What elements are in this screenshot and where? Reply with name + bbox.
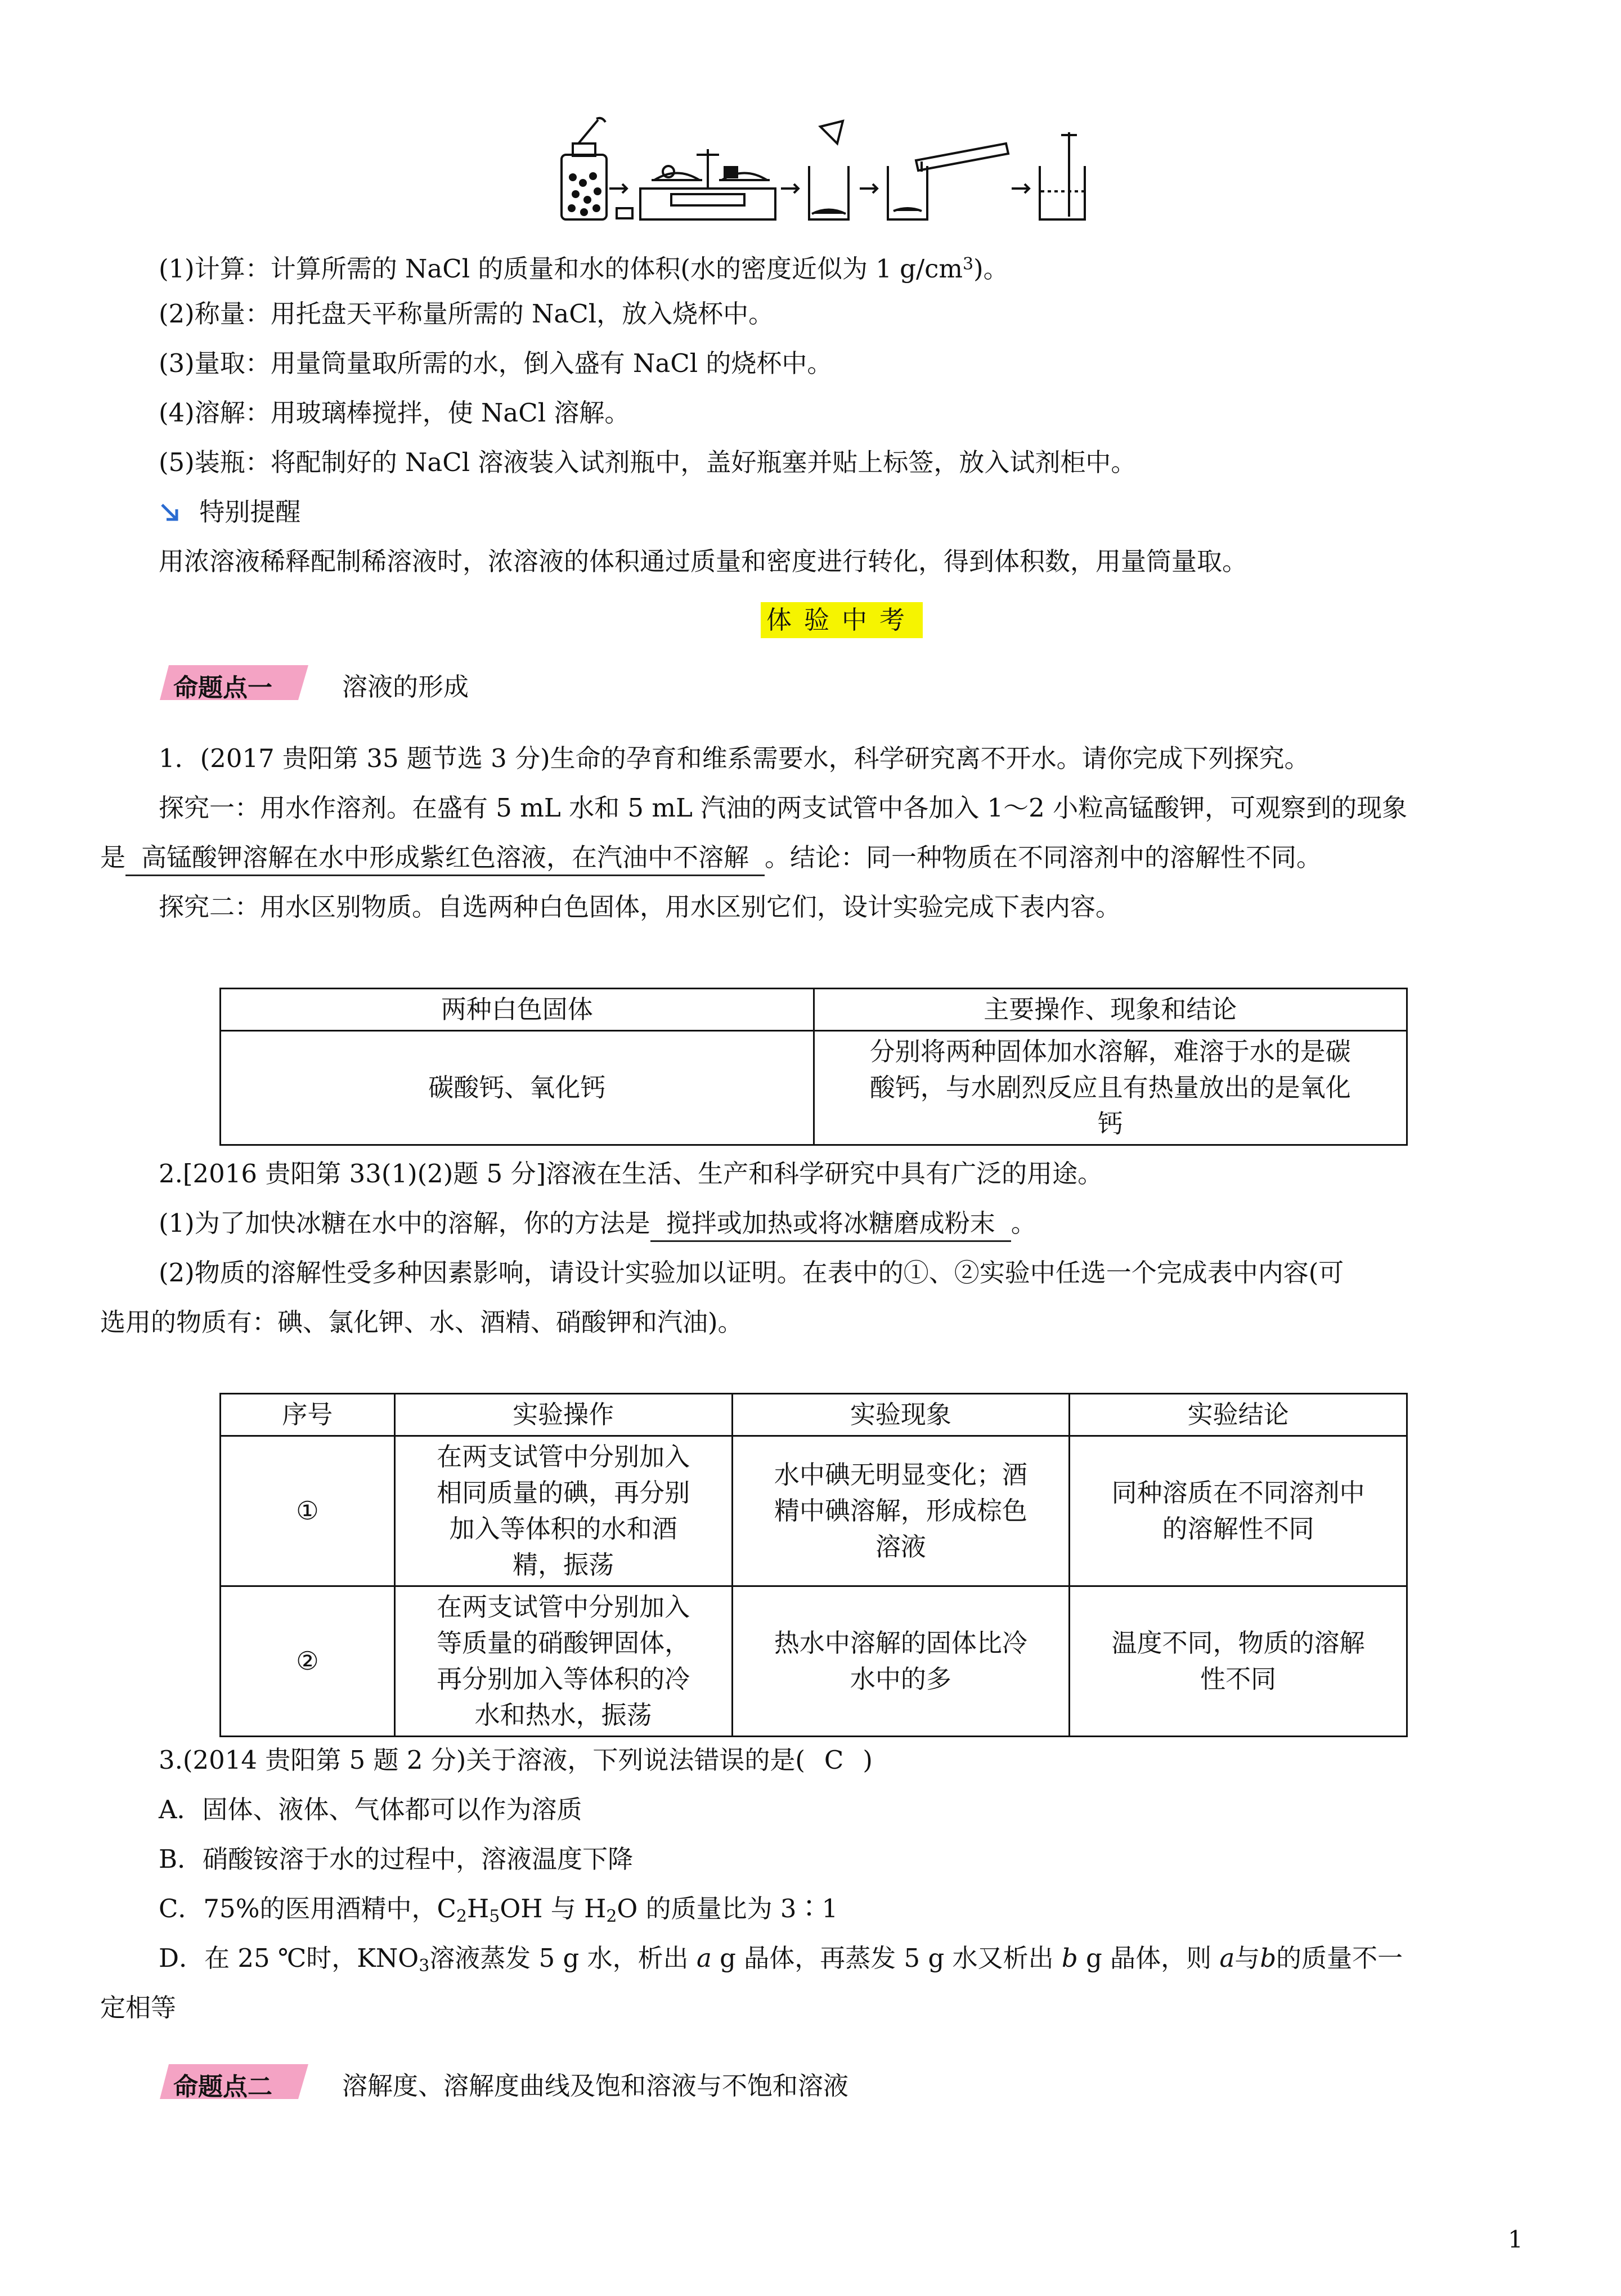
stirring-beaker-icon [1040, 132, 1085, 219]
q2-table-header-obs: 实验现象 [732, 1394, 1070, 1436]
beaker-with-solid-icon [809, 121, 848, 219]
topic-tag-2: 命题点二 [158, 2062, 311, 2101]
q2-answer: 搅拌或加热或将冰糖磨成粉末 [650, 1207, 1011, 1242]
q3-option-c: C．75%的医用酒精中，$C_2H_5OH$ 与 $H_2O$ 的质量比为 3∶1 [159, 1894, 838, 1926]
q1-table [219, 988, 1408, 1146]
apparatus-figure [556, 115, 1113, 228]
pouring-cylinder-icon [888, 144, 1008, 219]
q2-part2b: 选用的物质有：碘、氯化钾、水、酒精、硝酸钾和汽油)。 [100, 1307, 743, 1337]
q1-table-header-2: 主要操作、现象和结论 [814, 989, 1407, 1031]
q2-table-header-id: 序号 [221, 1394, 395, 1436]
step-4: (4)溶解：用玻璃棒搅拌，使 NaCl 溶解。 [159, 398, 630, 428]
step-2: (2)称量：用托盘天平称量所需的 NaCl，放入烧杯中。 [159, 299, 774, 329]
topic-tag-1: 命题点一 [158, 663, 311, 702]
q1-table-cell-solids: 碳酸钙、氧化钙 [221, 1031, 814, 1145]
q1-part2: 是 高锰酸钾溶解在水中形成紫红色溶液，在汽油中不溶解 。结论：同一种物质在不同溶剂中的溶解性不同。 [100, 841, 1322, 876]
q1-table-cell-result: 分别将两种固体加水溶解，难溶于水的是碳 酸钙，与水剧烈反应且有热量放出的是氧化 钙 [814, 1031, 1407, 1145]
reminder-heading: 特别提醒 [159, 495, 300, 529]
q2-part1: (1)为了加快冰糖在水中的溶解，你的方法是 搅拌或加热或将冰糖磨成粉末 。 [159, 1207, 1036, 1242]
q3-answer: C [824, 1745, 844, 1775]
topic-title-2: 溶解度、溶解度曲线及饱和溶液与不饱和溶液 [342, 2071, 849, 2101]
q1-head: 1．(2017 贵阳第 35 题节选 3 分)生命的孕育和维系需要水，科学研究离不开水。请你完成下列探究。 [159, 743, 1310, 773]
topic-title-1: 溶液的形成 [342, 672, 469, 702]
page-number: 1 [1508, 2226, 1523, 2253]
table-row: ② 在两支试管中分别加入 等质量的硝酸钾固体， 再分别加入等体积的冷 水和热水，振荡 热水中溶解的固体比冷 水中的多 温度不同，物质的溶解 性不同 [221, 1586, 1407, 1737]
step-5: (5)装瓶：将配制好的 NaCl 溶液装入试剂瓶中，盖好瓶塞并贴上标签，放入试剂柜中。 [159, 447, 1137, 477]
q1-part3: 探究二：用水区别物质。自选两种白色固体，用水区别它们，设计实验完成下表内容。 [159, 892, 1121, 922]
q2-table [219, 1393, 1408, 1737]
step-1: (1)计算：计算所需的 NaCl 的质量和水的体积(水的密度近似为 1 $g/cm^3$)。 [159, 254, 1009, 284]
q3-head: 3.(2014 贵阳第 5 题 2 分)关于溶液，下列说法错误的是( C ) [159, 1745, 873, 1775]
reagent-bottle-icon [562, 118, 607, 219]
q2-table-header-op: 实验操作 [394, 1394, 732, 1436]
q3-option-d: D．在 25 ℃时，$KNO_3$溶液蒸发 5 g 水，析出 a g 晶体，再蒸发 5 g 水又析出 b g 晶体，则 a与b的质量不一 [159, 1943, 1403, 1976]
q2-head: 2.[2016 贵阳第 33(1)(2)题 5 分]溶液在生活、生产和科学研究中具有广泛的用途。 [159, 1159, 1103, 1189]
q2-table-header-concl: 实验结论 [1070, 1394, 1407, 1436]
q1-part1: 探究一：用水作溶剂。在盛有 5 mL 水和 5 mL 汽油的两支试管中各加入 1～2 小粒高锰酸钾，可观察到的现象 [159, 793, 1408, 823]
section-banner: 体验中考 [761, 602, 923, 638]
reminder-text: 用浓溶液稀释配制稀溶液时，浓溶液的体积通过质量和密度进行转化，得到体积数，用量筒量取。 [159, 546, 1248, 576]
q3-option-a: A．固体、液体、气体都可以作为溶质 [159, 1795, 582, 1824]
q1-answer: 高锰酸钾溶解在水中形成紫红色溶液，在汽油中不溶解 [125, 841, 765, 876]
balance-scale-icon [640, 149, 775, 219]
q1-table-header-1: 两种白色固体 [221, 989, 814, 1031]
step-3: (3)量取：用量筒量取所需的水，倒入盛有 NaCl 的烧杯中。 [159, 348, 833, 378]
q3-option-b: B．硝酸铵溶于水的过程中，溶液温度下降 [159, 1844, 634, 1874]
table-row: ① 在两支试管中分别加入 相同质量的碘，再分别 加入等体积的水和酒 精，振荡 水中碘无明显变化；酒 精中碘溶解，形成棕色 溶液 同种溶质在不同溶剂中 的溶解性不同 [221, 1436, 1407, 1586]
q2-part2a: (2)物质的溶解性受多种因素影响，请设计实验加以证明。在表中的①、②实验中任选一个完成表中内容(可 [159, 1258, 1344, 1288]
arrow-down-right-icon [159, 501, 181, 524]
q3-option-d-cont: 定相等 [100, 1993, 177, 2023]
